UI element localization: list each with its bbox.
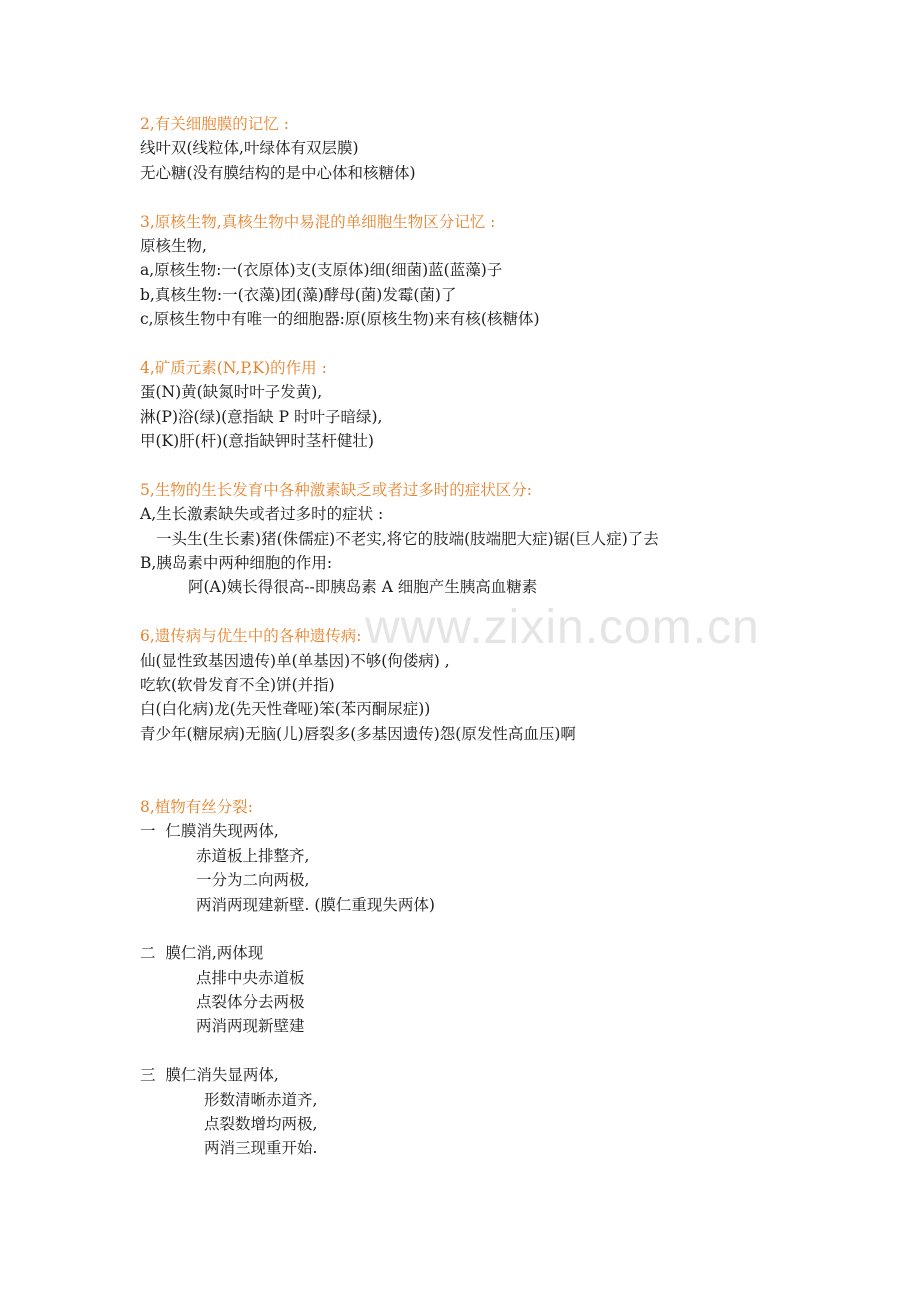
section-heading-minerals: 4,矿质元素(N,P,K)的作用 : [140, 358, 327, 377]
genetic-line-2: 吃软(软骨发育不全)饼(并指) [140, 675, 335, 694]
prokaryote-line-3: b,真核生物:一(衣藻)团(藻)酵母(菌)发霉(菌)了 [140, 285, 457, 304]
hormones-line-1: A,生长激素缺失或者过多时的症状 : [140, 505, 384, 524]
genetic-line-4: 青少年(糖尿病)无脑(儿)唇裂多(多基因遗传)怨(原发性高血压)啊 [140, 724, 576, 743]
mitosis-group3-first: 三 膜仁消失显两体, [140, 1066, 279, 1085]
mitosis-group3-line-1: 形数清晰赤道齐, [204, 1090, 318, 1109]
document-body [140, 112, 900, 1161]
genetic-line-3: 白(白化病)龙(先天性聋哑)笨(苯丙酮尿症)) [140, 700, 431, 719]
watermark: www.zixin.com.cn [365, 601, 760, 654]
genetic-line-1: 仙(显性致基因遗传)单(单基因)不够(佝偻病) , [140, 651, 450, 670]
section-heading-prokaryote: 3,原核生物,真核生物中易混的单细胞生物区分记忆 : [140, 212, 496, 231]
membrane-line-1: 线叶双(线粒体,叶绿体有双层膜) [140, 139, 359, 158]
mitosis-group3-line-2: 点裂数增均两极, [204, 1115, 318, 1134]
section-heading-membrane: 2,有关细胞膜的记忆 : [140, 115, 289, 133]
membrane-line-2: 无心糖(没有膜结构的是中心体和核糖体) [140, 163, 416, 182]
minerals-line-1: 蛋(N)黄(缺氮时叶子发黄), [140, 383, 323, 402]
section-heading-hormones: 5,生物的生长发育中各种激素缺乏或者过多时的症状区分: [140, 480, 533, 499]
mitosis-group1-first: 一 仁膜消失现两体, [140, 822, 279, 841]
prokaryote-line-4: c,原核生物中有唯一的细胞器:原(原核生物)来有核(核糖体) [140, 310, 540, 329]
mitosis-group2-line-1: 点排中央赤道板 [196, 968, 305, 987]
minerals-line-3: 甲(K)肝(杆)(意指缺钾时茎杆健壮) [140, 432, 374, 451]
hormones-line-4: 阿(A)姨长得很高--即胰岛素 A 细胞产生胰高血糖素 [188, 578, 538, 597]
hormones-line-2: 一头生(生长素)猪(侏儒症)不老实,将它的肢端(肢端肥大症)锯(巨人症)了去 [156, 529, 659, 548]
mitosis-group3-line-3: 两消三现重开始. [204, 1139, 318, 1158]
mitosis-group2-line-2: 点裂体分去两极 [196, 993, 305, 1012]
mitosis-group2-line-3: 两消两现新壁建 [196, 1017, 305, 1036]
section-heading-genetic: 6,遗传病与优生中的各种遗传病: [140, 627, 362, 646]
prokaryote-line-2: a,原核生物:一(衣原体)支(支原体)细(细菌)蓝(蓝藻)子 [140, 261, 503, 280]
minerals-line-2: 淋(P)浴(绿)(意指缺 P 时叶子暗绿), [140, 407, 383, 426]
mitosis-group1-line-3: 两消两现建新壁. (膜仁重现失两体) [196, 895, 435, 914]
mitosis-group2-first: 二 膜仁消,两体现 [140, 944, 264, 963]
mitosis-group1-line-1: 赤道板上排整齐, [196, 846, 310, 865]
prokaryote-line-1: 原核生物, [140, 236, 207, 255]
section-heading-mitosis: 8,植物有丝分裂: [140, 797, 254, 816]
hormones-line-3: B,胰岛素中两种细胞的作用: [140, 554, 333, 573]
mitosis-group1-line-2: 一分为二向两极, [196, 871, 310, 890]
